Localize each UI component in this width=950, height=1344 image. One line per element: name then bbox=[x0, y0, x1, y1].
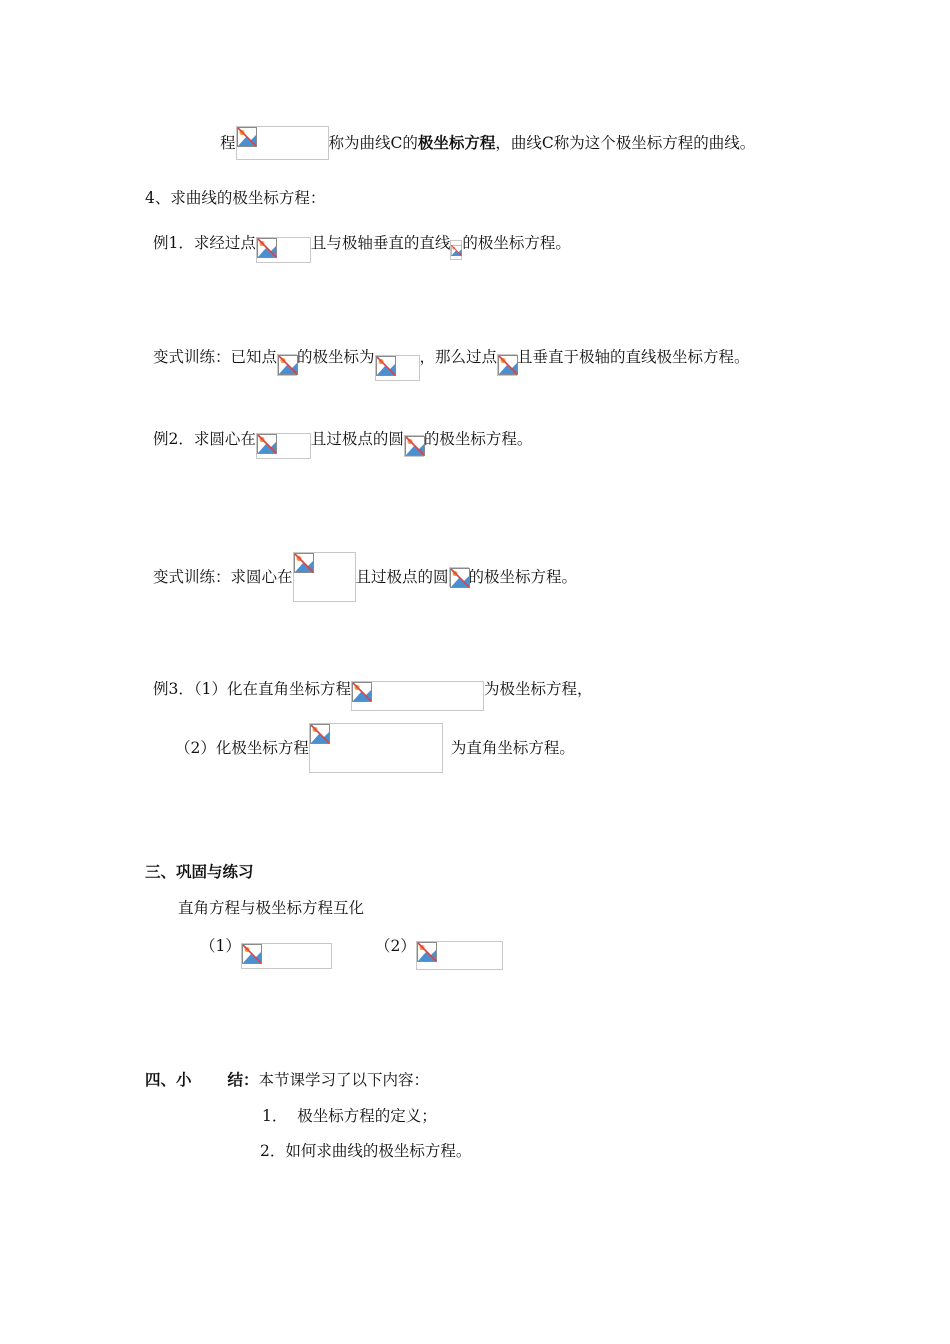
example-2-part-b: 且过极点的圆 bbox=[310, 430, 404, 448]
exercise-item-1-label: （1） bbox=[200, 937, 241, 955]
variation-1-part-b: 的极坐标为 bbox=[297, 348, 375, 366]
formula-image bbox=[416, 941, 503, 970]
section-3-title-text: 三、巩固与练习 bbox=[145, 863, 254, 881]
formula-image bbox=[277, 354, 297, 376]
example-1-part-a: 例1．求经过点 bbox=[153, 234, 256, 252]
example-3-part-1 bbox=[153, 667, 593, 711]
example-2 bbox=[153, 419, 532, 459]
broken-image-icon bbox=[310, 724, 330, 744]
broken-image-icon bbox=[278, 355, 298, 375]
formula-image bbox=[236, 126, 329, 160]
definition-pre: 程 bbox=[220, 134, 236, 152]
summary-point-2 bbox=[260, 1140, 471, 1162]
section-3-title bbox=[145, 861, 254, 883]
section-4-summary bbox=[145, 1069, 429, 1091]
summary-title-b: 结： bbox=[227, 1071, 259, 1089]
example-2-part-c: 的极坐标方程。 bbox=[423, 430, 533, 448]
example-3-text-c: （2）化极坐标方程 bbox=[175, 739, 309, 757]
summary-point-2-text: 2．如何求曲线的极坐标方程。 bbox=[260, 1142, 472, 1160]
formula-image bbox=[309, 723, 443, 773]
section-3-subtitle bbox=[178, 897, 364, 919]
exercise-item-2 bbox=[375, 935, 503, 970]
section-3-subtitle-text: 直角方程与极坐标方程互化 bbox=[178, 899, 365, 917]
example-3-text-b: 为极坐标方程， bbox=[483, 680, 593, 698]
broken-image-icon bbox=[405, 436, 425, 456]
broken-image-icon bbox=[451, 241, 462, 260]
broken-image-icon bbox=[417, 942, 437, 962]
formula-image bbox=[497, 354, 517, 376]
variation-1 bbox=[153, 333, 750, 381]
example-1-part-b: 且与极轴垂直的直线 bbox=[310, 234, 451, 252]
broken-image-icon bbox=[498, 355, 518, 375]
definition-mid2: ，曲线C称为这个极坐标方程的曲线。 bbox=[495, 134, 756, 152]
example-3-part-2 bbox=[175, 723, 575, 773]
variation-2 bbox=[153, 552, 577, 602]
formula-image bbox=[293, 552, 356, 602]
variation-1-part-d: 且垂直于极轴的直线极坐标方程。 bbox=[517, 348, 750, 366]
example-3-text-d: 为直角坐标方程。 bbox=[450, 739, 575, 757]
summary-title-a: 四、小 bbox=[145, 1071, 192, 1089]
example-3-text-a: 例3．（1）化在直角坐标方程 bbox=[153, 680, 351, 698]
formula-image bbox=[241, 943, 332, 969]
variation-2-part-b: 且过极点的圆 bbox=[355, 568, 449, 586]
formula-image bbox=[375, 355, 420, 381]
broken-image-icon bbox=[257, 238, 277, 258]
example-1 bbox=[153, 223, 571, 263]
formula-image bbox=[256, 433, 311, 459]
section-4-title bbox=[145, 187, 325, 209]
broken-image-icon bbox=[257, 434, 277, 454]
formula-image bbox=[450, 240, 462, 260]
exercise-item-1 bbox=[200, 935, 332, 969]
example-1-part-c: 的极坐标方程。 bbox=[462, 234, 571, 252]
broken-image-icon bbox=[237, 127, 257, 147]
variation-1-part-c: ，那么过点 bbox=[419, 348, 498, 366]
summary-intro: 本节课学习了以下内容： bbox=[258, 1071, 430, 1089]
broken-image-icon bbox=[450, 568, 470, 588]
variation-2-part-a: 变式训练：求圆心在 bbox=[153, 568, 293, 586]
definition-mid1: 称为曲线C的 bbox=[328, 134, 418, 152]
broken-image-icon bbox=[352, 682, 372, 702]
exercise-item-2-label: （2） bbox=[375, 937, 416, 955]
variation-2-part-c: 的极坐标方程。 bbox=[468, 568, 578, 586]
formula-image bbox=[449, 567, 469, 587]
broken-image-icon bbox=[294, 553, 314, 573]
summary-point-1 bbox=[262, 1105, 437, 1127]
example-2-part-a: 例2．求圆心在 bbox=[153, 430, 256, 448]
definition-line bbox=[220, 126, 755, 160]
broken-image-icon bbox=[242, 944, 262, 964]
summary-point-1-text: 1． 极坐标方程的定义； bbox=[262, 1107, 437, 1125]
variation-1-part-a: 变式训练：已知点 bbox=[153, 348, 278, 366]
formula-image bbox=[351, 681, 484, 711]
definition-term: 极坐标方程 bbox=[417, 134, 496, 152]
broken-image-icon bbox=[376, 356, 396, 376]
formula-image bbox=[256, 237, 311, 263]
formula-image bbox=[404, 435, 424, 457]
section-4-title-text: 4、求曲线的极坐标方程： bbox=[145, 189, 326, 207]
